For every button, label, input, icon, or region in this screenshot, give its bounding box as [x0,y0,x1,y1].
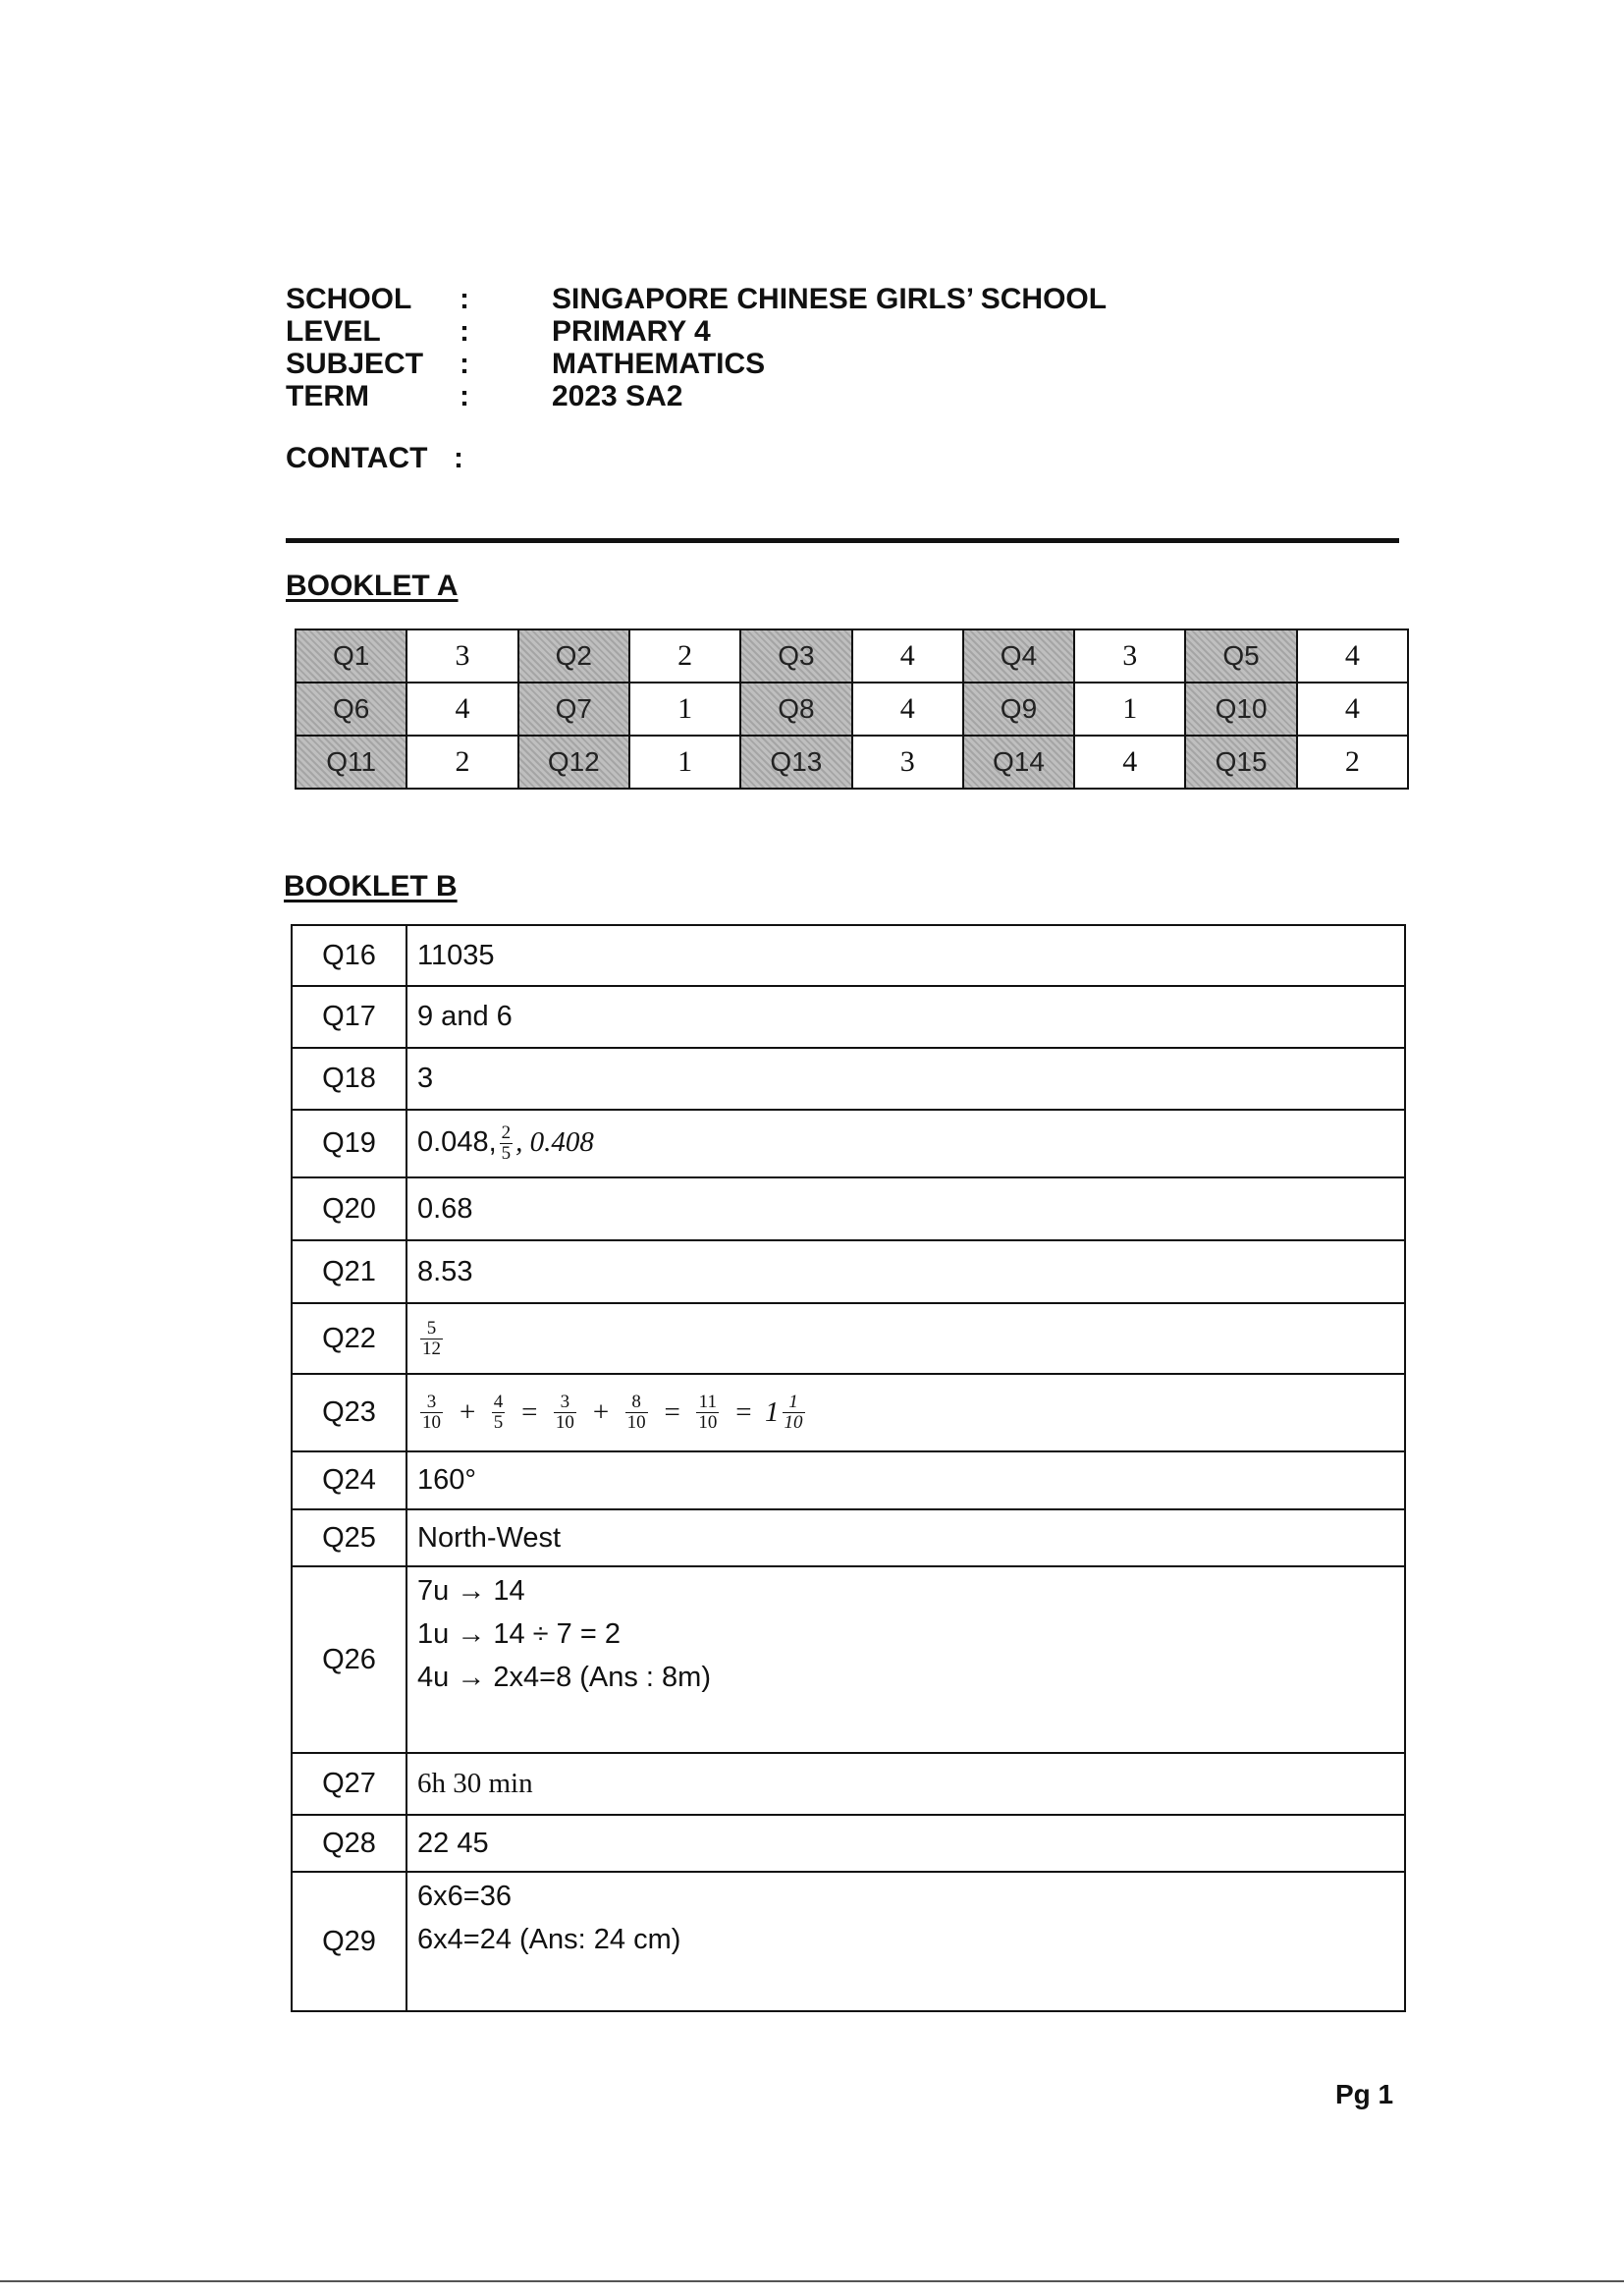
header-divider [286,538,1399,543]
answer-cell [406,1566,1405,1753]
answer-text: , 0.408 [515,1126,594,1159]
answer-cell: 3 [406,1048,1405,1110]
question-label: Q25 [292,1509,406,1566]
answer-cell: 8.53 [406,1240,1405,1303]
operator: = [662,1395,682,1428]
booklet-b-answer-table [291,924,1406,2012]
answer-cell: 0.68 [406,1177,1405,1240]
contact-label: CONTACT [286,442,428,474]
header-label: SCHOOL [286,283,412,315]
booklet-a-answer-grid [295,629,1409,790]
header-colon: : [460,380,469,412]
operator: = [733,1395,753,1428]
contact-colon: : [454,442,463,474]
header-row-school [286,283,1107,315]
document-header [286,283,1107,474]
question-label: Q17 [292,986,406,1048]
answer-cell [406,1374,1405,1451]
header-row-subject [286,348,1107,380]
question-label: Q8 [740,683,851,736]
answer-cell: North-West [406,1509,1405,1566]
header-colon: : [460,348,469,380]
answer-cell: 4 [1074,736,1185,789]
table-row [292,1177,1405,1240]
answer-cell: 3 [852,736,963,789]
question-label: Q7 [518,683,629,736]
question-label: Q13 [740,736,851,789]
fraction-denominator: 10 [626,1412,646,1434]
question-label: Q21 [292,1240,406,1303]
table-row [292,1303,1405,1374]
fraction-denominator: 10 [784,1411,803,1433]
table-row [292,1451,1405,1509]
header-label: SUBJECT [286,348,424,380]
operator: + [458,1395,477,1428]
question-label: Q24 [292,1451,406,1509]
answer-cell [406,1110,1405,1177]
question-label: Q28 [292,1815,406,1872]
table-row [296,736,1408,789]
table-row [292,1374,1405,1451]
table-row [292,1110,1405,1177]
booklet-a-title: BOOKLET A [286,570,459,602]
question-label: Q22 [292,1303,406,1374]
header-value: MATHEMATICS [552,348,766,380]
answer-cell: 1 [629,736,740,789]
answer-cell: 1 [1074,683,1185,736]
question-label: Q18 [292,1048,406,1110]
header-row-contact [286,442,1107,474]
question-label: Q2 [518,629,629,683]
question-label: Q3 [740,629,851,683]
header-label: TERM [286,380,369,412]
fraction [500,1123,514,1164]
question-label: Q23 [292,1374,406,1451]
header-value: PRIMARY 4 [552,315,711,348]
header-row-term [286,380,1107,412]
table-row [292,1753,1405,1815]
table-row [296,683,1408,736]
question-label: Q15 [1185,736,1296,789]
answer-cell: 160° [406,1451,1405,1509]
question-label: Q14 [963,736,1074,789]
header-colon: : [460,283,469,315]
fraction-numerator: 5 [426,1317,437,1339]
fraction-denominator: 12 [422,1338,441,1359]
question-label: Q5 [1185,629,1296,683]
table-row [296,629,1408,683]
bottom-edge-line [0,2280,1624,2282]
answer-text: 0.048, [417,1126,497,1159]
page-number: Pg 1 [1335,2079,1394,2109]
table-row [292,1509,1405,1566]
fraction-numerator: 3 [426,1392,437,1413]
fraction-numerator: 3 [560,1392,570,1413]
answer-cell [406,1872,1405,2011]
operator: + [590,1395,611,1428]
table-row [292,1240,1405,1303]
question-label: Q19 [292,1110,406,1177]
table-row [292,1566,1405,1753]
mixed-number [765,1393,808,1433]
answer-cell: 2 [406,736,517,789]
booklet-b-title: BOOKLET B [284,870,458,902]
header-value: 2023 SA2 [552,380,683,412]
question-label: Q11 [296,736,406,789]
answer-cell: 11035 [406,925,1405,986]
fraction [554,1393,576,1433]
question-label: Q6 [296,683,406,736]
table-row [292,1872,1405,2011]
question-label: Q12 [518,736,629,789]
header-label: LEVEL [286,315,381,348]
table-row [292,925,1405,986]
fraction-denominator: 5 [501,1143,512,1164]
answer-cell: 1 [629,683,740,736]
answer-cell: 4 [1297,683,1408,736]
fraction-denominator: 10 [698,1412,718,1434]
question-label: Q9 [963,683,1074,736]
table-row [292,1815,1405,1872]
header-row-level [286,315,1107,348]
operator: = [519,1395,539,1428]
answer-cell: 3 [406,629,517,683]
table-row [292,1048,1405,1110]
answer-cell: 9 and 6 [406,986,1405,1048]
fraction [420,1393,443,1433]
fraction-denominator: 10 [555,1412,574,1434]
answer-cell: 3 [1074,629,1185,683]
answer-cell: 6h 30 min [406,1753,1405,1815]
answer-cell: 4 [852,683,963,736]
question-label: Q20 [292,1177,406,1240]
question-label: Q1 [296,629,406,683]
question-label: Q4 [963,629,1074,683]
question-label: Q10 [1185,683,1296,736]
fraction-numerator: 1 [788,1391,798,1412]
header-value: SINGAPORE CHINESE GIRLS’ SCHOOL [552,283,1108,315]
working-line: 6x6=36 [417,1881,512,1912]
answer-cell: 22 45 [406,1815,1405,1872]
header-colon: : [460,315,469,348]
answer-cell: 4 [852,629,963,683]
fraction-numerator: 2 [501,1122,512,1143]
answer-cell [406,1303,1405,1374]
fraction-denominator: 10 [422,1412,441,1434]
answer-cell: 2 [1297,736,1408,789]
question-label: Q29 [292,1872,406,2011]
fraction-numerator: 8 [631,1392,641,1413]
working-line: 6x4=24 (Ans: 24 cm) [417,1924,681,1955]
fraction [492,1393,506,1433]
fraction [783,1393,805,1433]
answer-cell: 4 [406,683,517,736]
working-line: 4u → 2x4=8 (Ans : 8m) [417,1662,711,1693]
question-label: Q26 [292,1566,406,1753]
working-line: 1u → 14 ÷ 7 = 2 [417,1618,621,1650]
fraction-numerator: 11 [698,1392,717,1413]
fraction-numerator: 4 [493,1392,504,1413]
table-row [292,986,1405,1048]
fraction-denominator: 5 [493,1412,504,1434]
answer-cell: 4 [1297,629,1408,683]
question-label: Q16 [292,925,406,986]
fraction [696,1393,719,1433]
fraction [420,1319,443,1359]
working-line: 7u → 14 [417,1575,525,1607]
question-label: Q27 [292,1753,406,1815]
fraction [625,1393,648,1433]
answer-cell: 2 [629,629,740,683]
mixed-whole: 1 [765,1395,780,1428]
